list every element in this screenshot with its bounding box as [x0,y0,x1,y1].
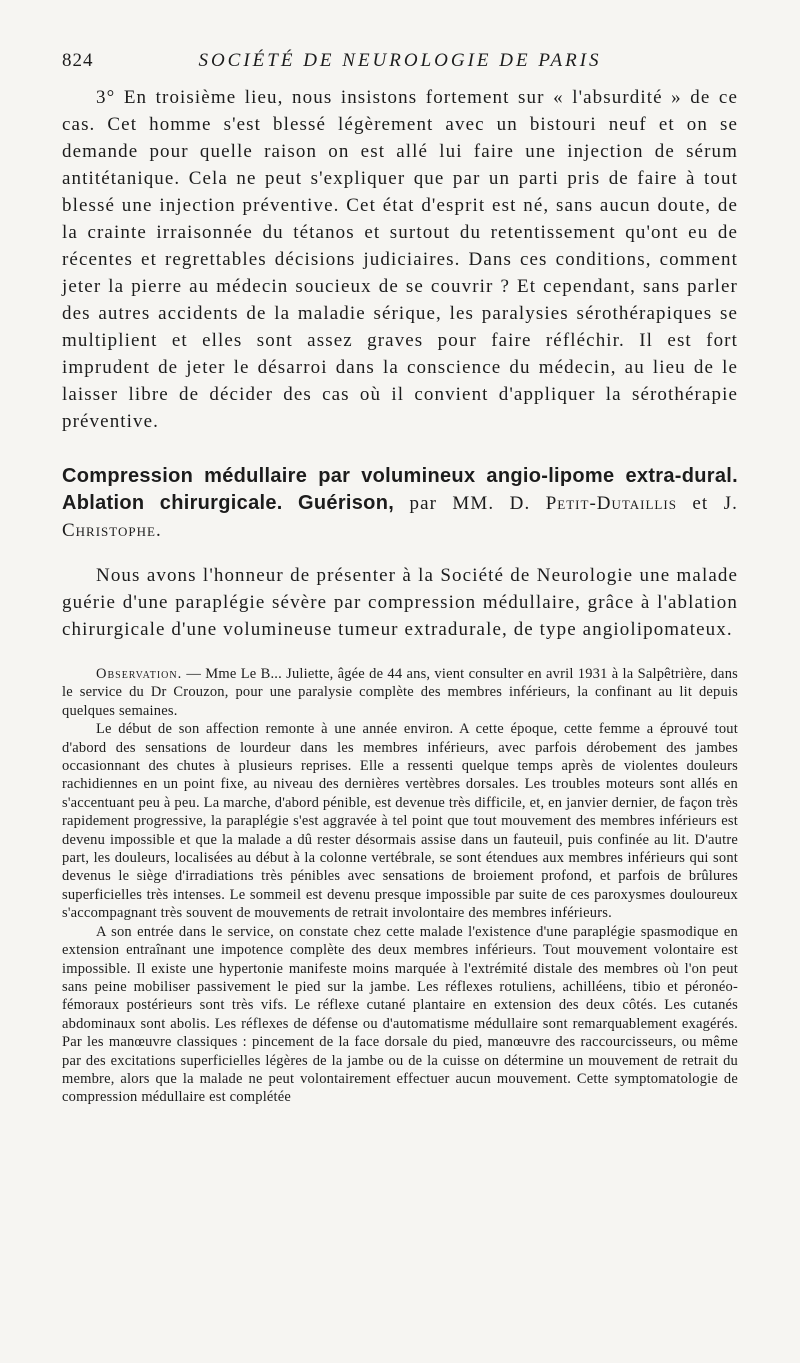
observation-text-1: — Mme Le B... Juliette, âgée de 44 ans, vient consulter en avril 1931 à la Salpêtrière, dans le service du Dr Crouzon, pour une paralysie complète des membres inférieurs, la confinant au lit depuis quelques semaines. [62,666,738,719]
observation-paragraph-2: Le début de son affection remonte à une année environ. A cette époque, cette femme a éprouvé tout d'abord des sensations de lourdeur dans les membres inférieurs, avec parfois dérobement des jambes occasionnant des chutes à plusieurs reprises. Elle a ressenti quelque temps après de violentes douleurs rachidiennes en un point fixe, au niveau des dernières vertèbres dorsales. Les troubles moteurs sont allés en s'accentuant peu à peu. La marche, d'abord pénible, est devenue très difficile, et, en janvier dernier, de façon très rapidement progressive, la paraplégie s'est aggravée à tel point que tout mouvement des membres inférieurs est devenu impossible et que la malade a dû rester désormais assise dans un fauteuil, puis confinée au lit. D'autre part, les douleurs, localisées au début à la colonne vertébrale, se sont étendues aux membres inférieurs qui sont devenus le siège d'irradiations très pénibles avec sensations de broiement profond, et parfois de brûlures superficielles très intenses. Le sommeil est devenu presque impossible par suite de ces paroxysmes douloureux s'accompagnant très souvent de mouvements de retrait involontaire des membres inférieurs. [62,721,738,922]
observation-label: Observation. [96,666,183,682]
article-title-par: par MM. D. [394,493,546,514]
page-body [62,84,738,1107]
author-christophe: Christophe [62,520,156,541]
running-title: SOCIÉTÉ DE NEUROLOGIE DE PARIS [198,50,602,71]
page-header [62,46,738,76]
article-title-text: Compression médullaire par volumineux angio-lipome extra-dural. Ablation chirurgicale. Guérison, [62,465,738,514]
observation-block [62,665,738,1107]
observation-paragraph-3: A son entrée dans le service, on constate chez cette malade l'existence d'une paraplégie spasmodique en extension entraînant une impotence complète des deux membres inférieurs. Tout mouvement volontaire est impossible. Il existe une hypertonie manifeste moins marquée à l'extrémité distale des membres où l'on peut sans peine mobiliser passivement le pied sur la jambe. Les réflexes rotuliens, achilléens, tibio et péronéo-fémoraux postérieurs sont très vifs. Le réflexe cutané plantaire en extension des deux côtés. Les cutanés abdominaux sont abolis. Les réflexes de défense ou d'automatisme médullaire sont remarquablement exagérés. Par les manœuvre classiques : pincement de la face dorsale du pied, manœuvre des raccourcisseurs, ou même par des excitations superficielles légères de la jambe ou de la cuisse on détermine un mouvement de retrait du membre, alors que la malade ne peut volontairement effectuer aucun mouvement. Cette symptomatologie de compression médullaire est complétée [62,923,738,1106]
page-number: 824 [62,50,94,71]
article-title [62,463,738,544]
article-title-end: . [155,520,162,541]
article-title-and: et J. [676,493,738,514]
paragraph-absurdity: 3° En troisième lieu, nous insistons fortement sur « l'absurdité » de ce cas. Cet homme s'est blessé légèrement avec un bistouri neuf et on se demande pour quelle raison on est allé lui faire une injection de sérum antitétanique. Cela ne peut s'expliquer que par un parti pris de faire à tout blessé une injection préventive. Cet état d'esprit est né, sans aucun doute, de la crainte irraisonnée du tétanos et surtout du retentissement qu'ont eu de récentes et regrettables décisions judiciaires. Dans ces conditions, comment jeter la pierre au médecin soucieux de se couvrir ? Et cependant, sans parler des autres accidents de la maladie sérique, les paralysies sérothérapiques se multiplient et elles sont assez graves pour faire réfléchir. Il est fort imprudent de jeter le désarroi dans la conscience du médecin, au lieu de le laisser libre de décider des cas où il convient d'appliquer la sérothérapie préventive. [62,87,738,432]
author-petit-dutaillis: Petit-Dutaillis [545,493,677,514]
article-intro: Nous avons l'honneur de présenter à la Société de Neurologie une malade guérie d'une paraplégie sévère par compression médullaire, grâce à l'ablation chirurgicale d'une volumineuse tumeur extradurale, de type angiolipomateux. [62,565,738,640]
observation-paragraph-1 [62,665,738,720]
